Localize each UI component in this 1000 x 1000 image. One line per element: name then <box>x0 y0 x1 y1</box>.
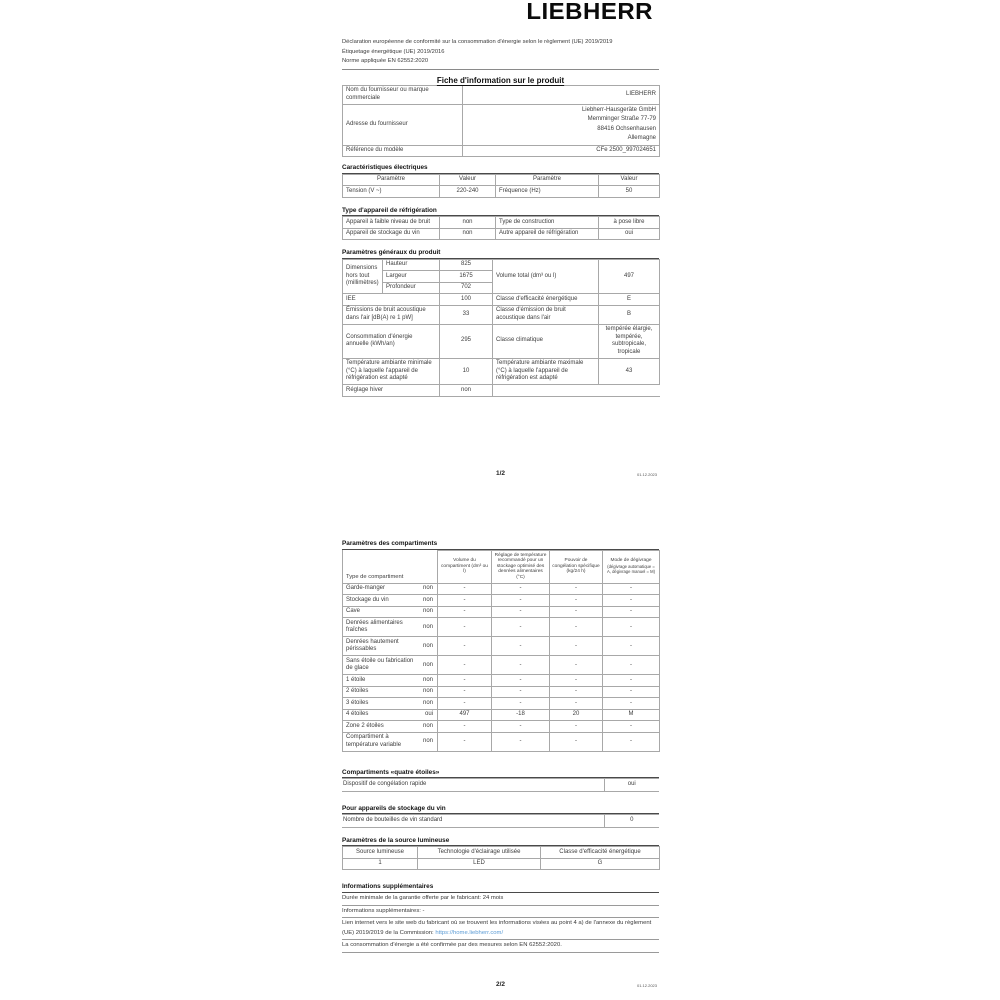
cell-value: oui <box>599 228 660 240</box>
section-heading-light: Paramètres de la source lumineuse <box>342 837 659 847</box>
cell-value: - <box>603 606 660 618</box>
cell-value: - <box>438 686 492 698</box>
table-row <box>343 228 660 240</box>
date-stamp: 01.12.2023 <box>636 472 657 477</box>
section-heading-general: Paramètres généraux du produit <box>342 249 659 259</box>
document-title: Fiche d'information sur le produit <box>436 75 565 85</box>
table-header-row <box>343 550 660 583</box>
cell-value: LED <box>418 858 541 870</box>
cell-value: - <box>438 637 492 656</box>
cell-value: 33 <box>440 305 493 324</box>
cell-label: Appareil de stockage du vin <box>343 228 440 240</box>
cell-value: - <box>603 686 660 698</box>
cell-value: 1675 <box>440 271 493 283</box>
cell-value: - <box>492 595 550 607</box>
cell-compartment: Garde-manger non <box>343 583 438 595</box>
cell-value: - <box>492 698 550 710</box>
column-header: Type de compartiment <box>343 550 438 583</box>
cell-value: 825 <box>440 259 493 271</box>
cell-label: Autre appareil de réfrigération <box>496 228 599 240</box>
cell-value: 295 <box>440 324 493 358</box>
page-2-footer <box>342 981 659 988</box>
page-number: 2/2 <box>495 981 506 988</box>
cell-compartment: Cave non <box>343 606 438 618</box>
cell-value: - <box>550 618 603 637</box>
table-row <box>343 186 660 198</box>
table-row <box>342 815 659 828</box>
section-heading-electrical: Caractéristiques électriques <box>342 164 659 174</box>
section-heading-four-star: Compartiments «quatre étoiles» <box>342 769 659 779</box>
cell-value: à pose libre <box>599 217 660 229</box>
cell-compartment: Zone 2 étoiles non <box>343 721 438 733</box>
cell-value: - <box>603 732 660 751</box>
cell-label: Température ambiante maximale (°C) à laquelle l'appareil de réfrigération est adapté <box>493 358 599 385</box>
cell-value: - <box>492 637 550 656</box>
cell-compartment: Compartiment à température variable non <box>343 732 438 751</box>
cell-empty <box>493 385 660 397</box>
table-row <box>343 656 660 675</box>
cell-value: - <box>438 606 492 618</box>
section-heading-wine: Pour appareils de stockage du vin <box>342 805 659 815</box>
cell-compartment: Denrées alimentaires fraîches non <box>343 618 438 637</box>
column-header-title: Mode de dégivrage <box>610 558 652 564</box>
standard-line: Norme appliquée EN 62552:2020 <box>342 58 429 64</box>
cell-value: non <box>440 385 493 397</box>
cell-value: 497 <box>599 259 660 294</box>
page-number: 1/2 <box>495 470 506 477</box>
table-row <box>343 217 660 229</box>
table-row <box>343 732 660 751</box>
cell-label: Nombre de bouteilles de vin standard <box>342 815 604 828</box>
manufacturer-link-row <box>342 918 659 940</box>
cell-label: Tension (V ~) <box>343 186 440 198</box>
declaration-line: Déclaration européenne de conformité sur la consommation d'énergie selon le règlement (UE) 2019/2019 <box>342 39 613 45</box>
four-star-table <box>342 778 659 792</box>
address-line: 88416 Ochsenhausen <box>597 125 656 132</box>
cell-value <box>463 104 660 145</box>
cell-value: 702 <box>440 282 493 294</box>
cell-value: 50 <box>599 186 660 198</box>
cell-label: Consommation d'énergie annuelle (kWh/an) <box>343 324 440 358</box>
column-header: Valeur <box>440 174 496 186</box>
table-row <box>343 85 660 104</box>
cell-value: - <box>438 698 492 710</box>
table-row <box>343 698 660 710</box>
cell-value: - <box>492 721 550 733</box>
cell-label: Adresse du fournisseur <box>343 104 463 145</box>
cell-value: - <box>438 656 492 675</box>
page-2 <box>342 540 659 953</box>
cell-label: IEE <box>343 294 440 306</box>
cell-label: Appareil à faible niveau de bruit <box>343 217 440 229</box>
cell-value: - <box>603 698 660 710</box>
table-row <box>343 595 660 607</box>
page-1 <box>342 0 659 397</box>
cell-label: Type de construction <box>496 217 599 229</box>
cell-label: Profondeur <box>383 282 440 294</box>
energy-confirmation-row: La consommation d'énergie a été confirmée par des mesures selon EN 62552:2020. <box>342 940 659 953</box>
cell-value: - <box>492 606 550 618</box>
cell-compartment: 3 étoiles non <box>343 698 438 710</box>
table-row <box>343 583 660 595</box>
supplier-table <box>342 85 660 158</box>
cell-compartment: 1 étoile non <box>343 675 438 687</box>
cell-value: - <box>550 698 603 710</box>
cell-value: 43 <box>599 358 660 385</box>
cell-label: Hauteur <box>383 259 440 271</box>
cell-compartment: 2 étoiles non <box>343 686 438 698</box>
cell-value: - <box>492 732 550 751</box>
defrost-note: (dégivrage automatique = A, dégivrage manuel = M) <box>606 564 656 574</box>
cell-value: - <box>550 637 603 656</box>
cell-label: Réglage hiver <box>343 385 440 397</box>
column-header: Réglage de température recommandé pour un stockage optimisé des denrées alimentaires (°C) <box>492 550 550 583</box>
table-row <box>343 324 660 358</box>
cell-label: Volume total (dm³ ou l) <box>493 259 599 294</box>
table-row <box>343 145 660 157</box>
cell-compartment: 4 étoiles oui <box>343 709 438 721</box>
cell-value: E <box>599 294 660 306</box>
table-row <box>343 618 660 637</box>
cell-value: - <box>603 675 660 687</box>
cell-value: - <box>550 686 603 698</box>
cell-value: 20 <box>550 709 603 721</box>
cell-value: oui <box>604 779 659 792</box>
column-header: Valeur <box>599 174 660 186</box>
cell-value: - <box>438 583 492 595</box>
electrical-table <box>342 174 660 198</box>
cell-value: CFe 2500_997024651 <box>463 145 660 157</box>
table-row <box>343 104 660 145</box>
table-row <box>343 385 660 397</box>
cell-value: - <box>603 583 660 595</box>
cell-value: - <box>603 656 660 675</box>
table-row <box>343 294 660 306</box>
cell-label: Classe d'efficacité énergétique <box>493 294 599 306</box>
cell-label: Dimensions hors tout (millimètres) <box>343 259 383 294</box>
table-header-row <box>343 847 660 859</box>
column-header: Classe d'efficacité énergétique <box>541 847 660 859</box>
cell-label: Fréquence (Hz) <box>496 186 599 198</box>
cell-label: Classe climatique <box>493 324 599 358</box>
cell-value: - <box>603 637 660 656</box>
cell-value: tempérée élargie, tempérée, subtropicale, tropicale <box>599 324 660 358</box>
warranty-row: Durée minimale de la garantie offerte par le fabricant: 24 mois <box>342 893 659 906</box>
cell-value: - <box>492 686 550 698</box>
column-header <box>603 550 660 583</box>
table-row <box>343 721 660 733</box>
cell-value: G <box>541 858 660 870</box>
table-header-row <box>343 174 660 186</box>
cell-label: Référence du modèle <box>343 145 463 157</box>
light-source-table <box>342 846 660 870</box>
cell-value: - <box>492 583 550 595</box>
cell-value: - <box>603 595 660 607</box>
cell-value: - <box>550 675 603 687</box>
cell-value: - <box>492 675 550 687</box>
column-header: Paramètre <box>496 174 599 186</box>
section-heading-type: Type d'appareil de réfrigération <box>342 207 659 217</box>
cell-value: - <box>438 732 492 751</box>
cell-compartment: Sans étoile ou fabrication de glace non <box>343 656 438 675</box>
wine-table <box>342 814 659 828</box>
cell-value: non <box>440 217 496 229</box>
refrigeration-type-table <box>342 216 660 240</box>
link-prefix-text: Lien internet vers le site web du fabricant où se trouvent les informations visées au point 4 a) de l'annexe du règlement (UE) 2019/2019 de la Commission: <box>342 920 652 936</box>
header-divider <box>342 69 659 70</box>
table-row <box>343 709 660 721</box>
cell-value: - <box>550 732 603 751</box>
cell-value: - <box>550 595 603 607</box>
page-1-footer <box>342 470 659 477</box>
extra-info-row: Informations supplémentaires: - <box>342 906 659 919</box>
cell-value: - <box>603 721 660 733</box>
additional-info-list <box>342 893 659 953</box>
address-line: Memminger Straße 77-79 <box>587 116 656 123</box>
cell-value: 220-240 <box>440 186 496 198</box>
table-row <box>342 779 659 792</box>
table-row <box>343 305 660 324</box>
cell-label: Dispositif de congélation rapide <box>342 779 604 792</box>
cell-value: 497 <box>438 709 492 721</box>
liebherr-logo: LIEBHERR <box>526 0 653 25</box>
cell-value: 1 <box>343 858 418 870</box>
cell-value: - <box>438 595 492 607</box>
cell-value: non <box>440 228 496 240</box>
column-header: Paramètre <box>343 174 440 186</box>
cell-label: Température ambiante minimale (°C) à laquelle l'appareil de réfrigération est adapté <box>343 358 440 385</box>
cell-value: - <box>603 618 660 637</box>
section-heading-compartments: Paramètres des compartiments <box>342 540 659 550</box>
column-header: Source lumineuse <box>343 847 418 859</box>
cell-value: - <box>550 606 603 618</box>
address-line: Liebherr-Hausgeräte GmbH <box>581 107 656 113</box>
cell-value: - <box>438 721 492 733</box>
cell-label: Largeur <box>383 271 440 283</box>
table-row <box>343 675 660 687</box>
general-params-table <box>342 259 660 397</box>
manufacturer-website-link[interactable]: https://home.liebherr.com/ <box>435 929 504 936</box>
date-stamp: 01.12.2023 <box>636 983 657 988</box>
cell-value: 100 <box>440 294 493 306</box>
cell-value: 10 <box>440 358 493 385</box>
address-line: Allemagne <box>627 134 656 141</box>
table-row <box>343 606 660 618</box>
table-row <box>343 259 660 271</box>
cell-label: Classe d'émission de bruit acoustique dans l'air <box>493 305 599 324</box>
table-row <box>343 858 660 870</box>
cell-value: - <box>492 618 550 637</box>
cell-value: - <box>492 656 550 675</box>
cell-value: - <box>438 618 492 637</box>
column-header: Technologie d'éclairage utilisée <box>418 847 541 859</box>
cell-compartment: Denrées hautement périssables non <box>343 637 438 656</box>
cell-value: 0 <box>604 815 659 828</box>
section-heading-additional: Informations supplémentaires <box>342 883 659 893</box>
table-row <box>343 637 660 656</box>
cell-value: - <box>550 583 603 595</box>
cell-label: Nom du fournisseur ou marque commerciale <box>343 85 463 104</box>
column-header: Pouvoir de congélation spécifique (kg/24 h) <box>550 550 603 583</box>
cell-label: Émissions de bruit acoustique dans l'air [dB(A) re 1 pW] <box>343 305 440 324</box>
cell-value: -18 <box>492 709 550 721</box>
table-row <box>343 358 660 385</box>
cell-value: - <box>438 675 492 687</box>
declaration-block <box>342 38 659 67</box>
cell-value: LIEBHERR <box>463 85 660 104</box>
compartments-table <box>342 550 660 752</box>
cell-value: - <box>550 721 603 733</box>
table-row <box>343 686 660 698</box>
cell-value: - <box>550 656 603 675</box>
cell-value: B <box>599 305 660 324</box>
column-header: Volume du compartiment (dm³ ou l) <box>438 550 492 583</box>
cell-compartment: Stockage du vin non <box>343 595 438 607</box>
labelling-line: Étiquetage énergétique (UE) 2019/2016 <box>342 48 445 55</box>
cell-value: M <box>603 709 660 721</box>
